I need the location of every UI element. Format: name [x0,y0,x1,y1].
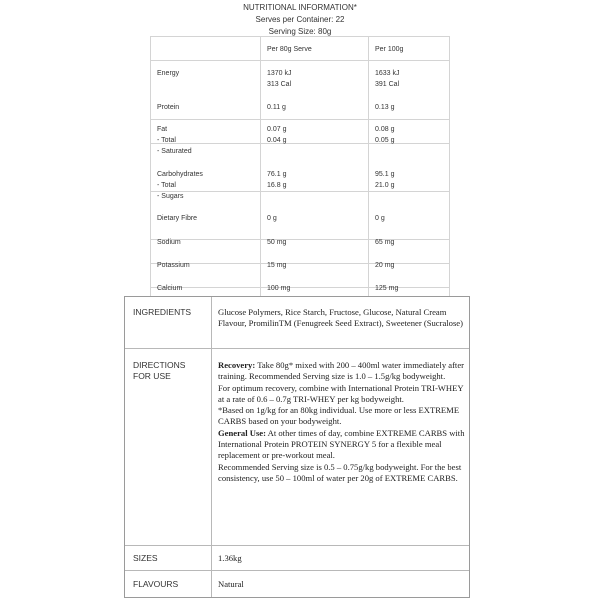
product-info-table [124,296,470,598]
row-protein-label: Protein [157,104,180,111]
row-carbs-serve: 76.1 g 16.8 g [267,171,287,189]
row-calcium-100g: 125 mg [375,285,399,292]
flavours-value: Natural [218,579,244,589]
sizes-label: SIZES [133,553,158,563]
row-carbs-label: Carbohydrates - Total - Sugars [157,171,203,200]
recovery-heading: Recovery: [218,360,256,370]
row-energy-label: Energy [157,70,180,77]
row-fat-100g: 0.08 g 0.05 g [375,126,395,144]
directions-value [218,360,466,484]
row-fat-serve: 0.07 g 0.04 g [267,126,287,144]
nutrition-title: NUTRITIONAL INFORMATION* [243,3,357,12]
recommended-paragraph: Recommended Serving size is 0.5 – 0.75g/kg bodyweight. For the best consistency, use 50 – 100ml of water per 20g of EXTREME CARBS. [218,461,462,483]
row-sodium-serve: 50 mg [267,239,287,246]
row-sodium-100g: 65 mg [375,239,395,246]
row-fat-label: Fat - Total - Saturated [157,126,192,155]
flavours-label: FLAVOURS [133,579,179,589]
row-carbs-100g: 95.1 g 21.0 g [375,171,395,189]
row-fibre-label: Dietary Fibre [157,215,198,222]
row-potassium-100g: 20 mg [375,262,395,269]
general-use-paragraph [218,428,466,462]
general-use-text: At other times of day, combine EXTREME CARBS with International Protein PROTEIN SYNERGY 5 for a flexible meal replacement or pre-workout meal. [218,427,465,461]
row-protein-serve: 0.11 g [267,104,286,111]
based-on-paragraph: *Based on 1g/kg for an 80kg individual. Use more or less EXTREME CARBS based on your bodyweight. [218,405,460,427]
row-energy-serve: 1370 kJ 313 Cal [267,70,292,88]
nutrition-header [150,2,450,38]
row-energy-100g: 1633 kJ 391 Cal [375,70,400,88]
sizes-value: 1.36kg [218,553,242,563]
recovery-text: Take 80g* mixed with 200 – 400ml water immediately after training. Recommended Serving size is 1.0 – 1.5g/kg bodyweight. [218,360,464,382]
column-header-per-serve: Per 80g Serve [267,46,312,53]
row-fibre-100g: 0 g [375,215,385,222]
row-sodium-label: Sodium [157,239,181,246]
row-calcium-serve: 100 mg [267,285,291,292]
serving-size: Serving Size: 80g [268,27,332,36]
column-header-per-100g: Per 100g [375,46,404,53]
serves-per-container: Serves per Container: 22 [255,15,345,24]
directions-label: DIRECTIONS FOR USE [133,360,186,381]
row-protein-100g: 0.13 g [375,104,395,111]
general-use-heading: General Use: [218,427,266,438]
row-calcium-label: Calcium [157,285,183,292]
row-fibre-serve: 0 g [267,215,277,222]
recovery-paragraph [218,360,466,383]
optimum-paragraph: For optimum recovery, combine with International Protein TRI-WHEY at a rate of 0.6 – 0.7g TRI-WHEY per kg bodyweight. [218,382,464,404]
ingredients-value: Glucose Polymers, Rice Starch, Fructose, Glucose, Natural Cream Flavour, PromilinTM (Fenugreek Seed Extract), Sweetener (Sucralose) [218,307,463,329]
nutrition-table [150,36,450,298]
row-potassium-serve: 15 mg [267,262,287,269]
row-potassium-label: Potassium [157,262,190,269]
ingredients-label: INGREDIENTS [133,307,192,317]
